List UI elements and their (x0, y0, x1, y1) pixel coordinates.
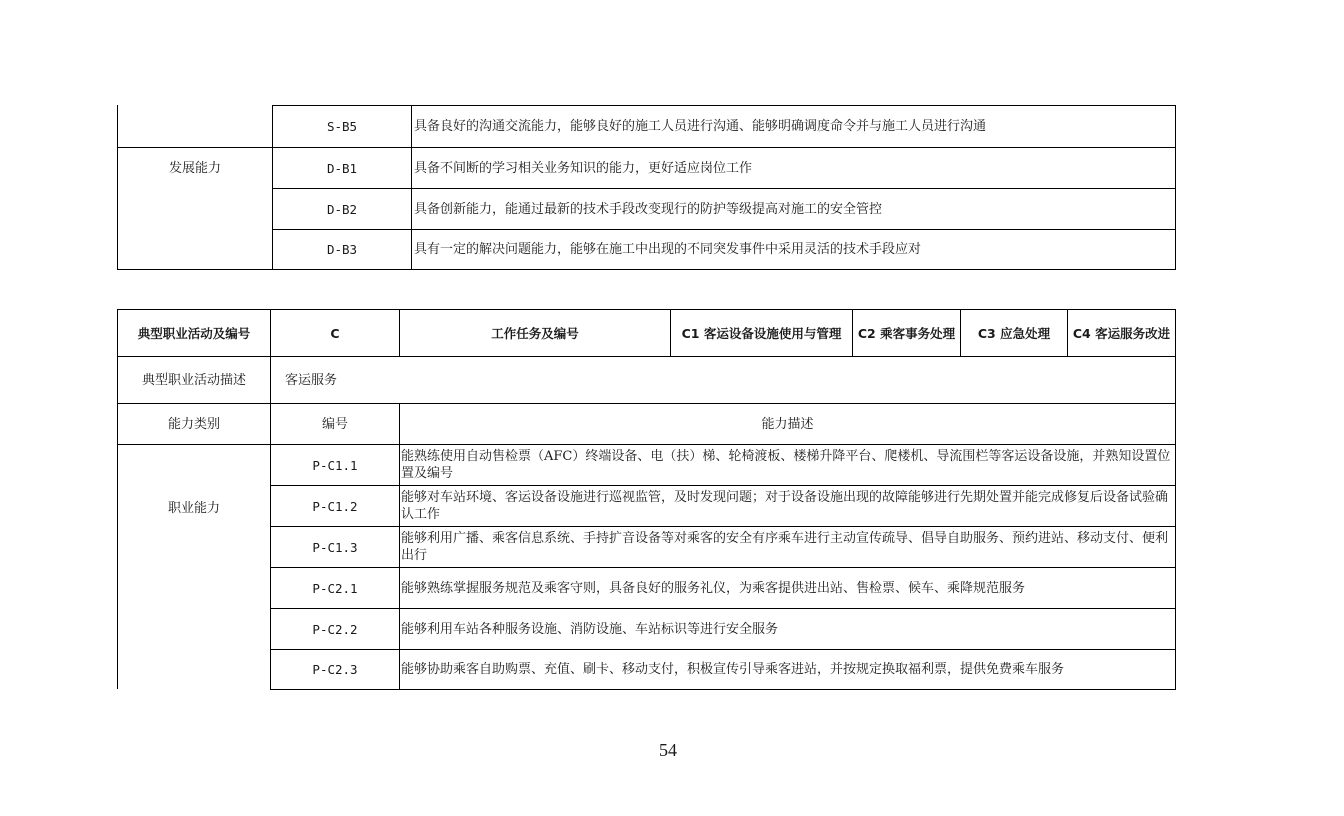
upper-row-1-code: S-B5 (326, 119, 358, 134)
lower-table-bottom-line (270, 689, 1176, 690)
header-activity-label: 典型职业活动及编号 (137, 325, 251, 341)
upper-category-development: 发展能力 (168, 160, 221, 176)
upper-table-bottom-line (117, 269, 1176, 270)
row-p-c2-2-code: P-C2.2 (312, 621, 358, 637)
row-p-c1-3-description: 能够利用广播、乘客信息系统、手持扩音设备等对乘客的安全有序乘车进行主动宣传疏导、倡导自助服务、预约进站、移动支付、便利出行 (401, 531, 1169, 563)
lower-table-border-right (1175, 309, 1176, 690)
row-p-c2-1-code: P-C2.1 (312, 580, 358, 596)
upper-row-4-code: D-B3 (326, 242, 358, 257)
header-task-c2: C2 乘客事务处理 (857, 325, 956, 341)
row-p-c1-1-code: P-C1.1 (312, 457, 358, 473)
row-p-c2-3-description: 能够协助乘客自助购票、充值、刷卡、移动支付，积极宣传引导乘客进站，并按规定换取福利票，提供免费乘车服务 (401, 662, 1065, 677)
row-p-c1-2-description: 能够对车站环境、客运设备设施进行巡视监管，及时发现问题；对于设备设施出现的故障能够进行先期处置并能完成修复后设备试验确认工作 (401, 490, 1169, 522)
header-activity-code: C (330, 325, 340, 341)
category-professional-ability: 职业能力 (167, 500, 220, 516)
header-task-label: 工作任务及编号 (491, 325, 579, 341)
page-number: 54 (659, 740, 677, 760)
column-header-category: 能力类别 (167, 416, 220, 432)
header-task-c4: C4 客运服务改进 (1072, 325, 1171, 341)
row-p-c2-1-description: 能够熟练掌握服务规范及乘客守则，具备良好的服务礼仪，为乘客提供进出站、售检票、候车、乘降规范服务 (401, 580, 1026, 596)
row-p-c1-2-code: P-C1.2 (312, 498, 358, 514)
upper-row-3-description: 具备创新能力，能通过最新的技术手段改变现行的防护等级提高对施工的安全管控 (414, 201, 883, 217)
activity-description-label: 典型职业活动描述 (141, 372, 246, 388)
column-header-description: 能力描述 (761, 416, 814, 432)
upper-row-1-description: 具备良好的沟通交流能力，能够良好的施工人员进行沟通、能够明确调度命令并与施工人员进行沟通 (414, 119, 987, 134)
upper-row-2-description: 具备不间断的学习相关业务知识的能力，更好适应岗位工作 (414, 160, 753, 176)
header-task-c1: C1 客运设备设施使用与管理 (681, 325, 842, 341)
upper-row-2-code: D-B1 (326, 160, 358, 176)
activity-description-value: 客运服务 (285, 372, 338, 388)
row-p-c1-1-description: 能熟练使用自动售检票（AFC）终端设备、电（扶）梯、轮椅渡板、楼梯升降平台、爬楼机、导流围栏等客运设备设施，并熟知设置位置及编号 (401, 449, 1171, 481)
row-p-c2-3-code: P-C2.3 (312, 662, 358, 677)
row-p-c2-2-description: 能够利用车站各种服务设施、消防设施、车站标识等进行安全服务 (401, 621, 779, 637)
upper-row-3-code: D-B2 (326, 201, 358, 217)
header-task-c3: C3 应急处理 (977, 325, 1051, 341)
upper-row-4-description: 具有一定的解决问题能力，能够在施工中出现的不同突发事件中采用灵活的技术手段应对 (414, 242, 922, 257)
row-p-c1-3-code: P-C1.3 (312, 539, 358, 555)
column-header-code: 编号 (321, 416, 348, 432)
